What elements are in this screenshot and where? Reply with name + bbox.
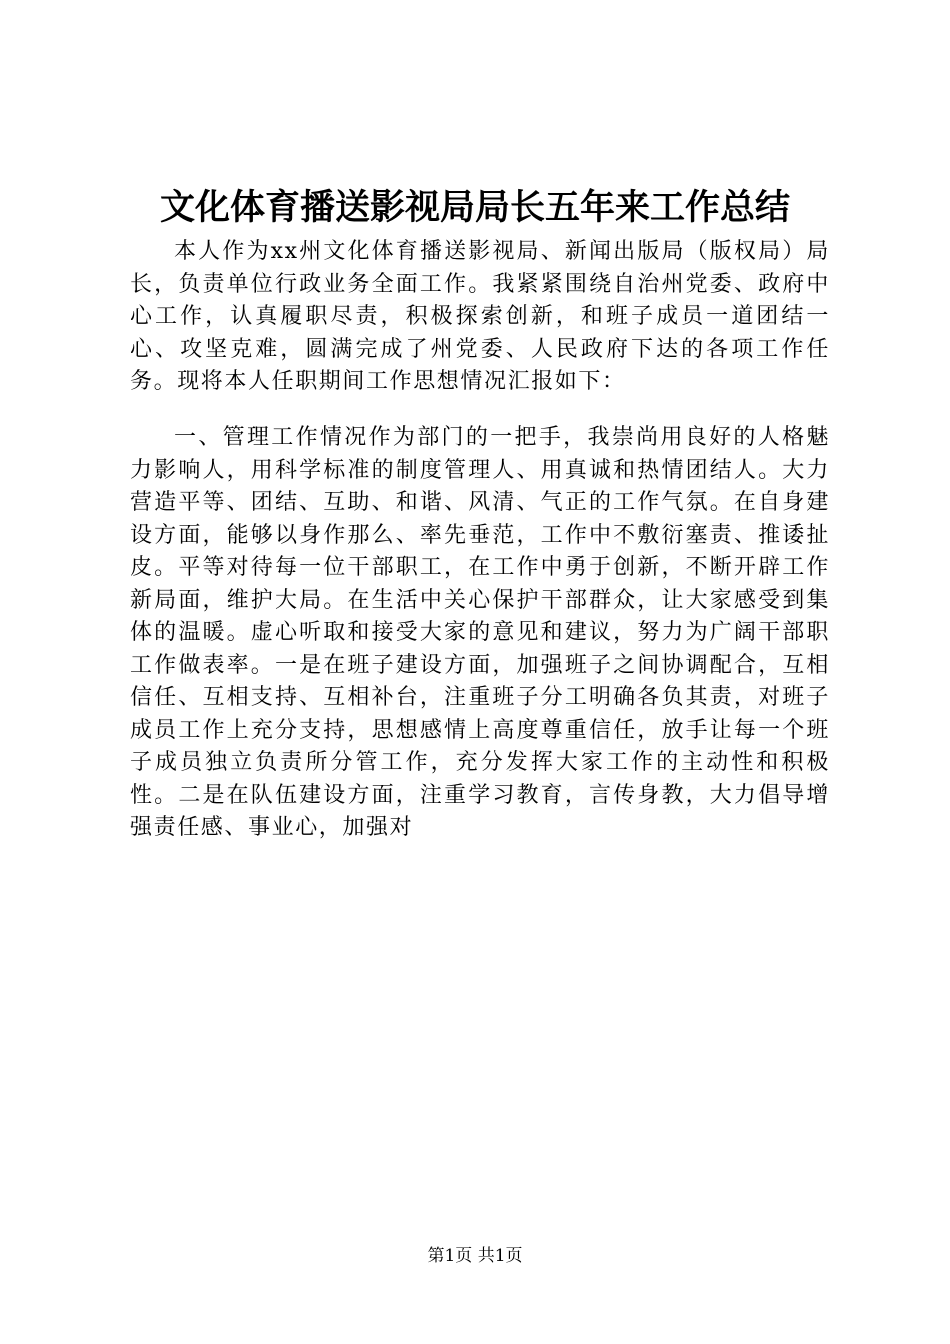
document-title: 文化体育播送影视局局长五年来工作总结 <box>159 187 790 228</box>
page-footer: 第1页 共1页 <box>427 1246 523 1266</box>
intro-paragraph: 本人作为xx州文化体育播送影视局、新闻出版局（版权局）局长，负责单位行政业务全面工作。我紧紧围绕自治州党委、政府中心工作，认真履职尽责，积极探索创新，和班子成员一道团结一心、攻坚克难，圆满完成了州党委、人民政府下达的各项工作任务。现将本人任职期间工作思想情况汇报如下： <box>130 239 830 394</box>
management-paragraph: 一、管理工作情况作为部门的一把手，我崇尚用良好的人格魅力影响人，用科学标准的制度管理人、用真诚和热情团结人。大力营造平等、团结、互助、和谐、风清、气正的工作气氛。在自身建设方面，能够以身作那么、率先垂范，工作中不敷衍塞责、推诿扯皮。平等对待每一位干部职工，在工作中勇于创新，不断开辟工作新局面，维护大局。在生活中关心保护干部群众，让大家感受到集体的温暖。虚心听取和接受大家的意见和建议，努力为广阔干部职工作做表率。一是在班子建设方面，加强班子之间协调配合，互相信任、互相支持、互相补台，注重班子分工明确各负其责，对班子成员工作上充分支持，思想感情上高度尊重信任，放手让每一个班子成员独立负责所分管工作，充分发挥大家工作的主动性和积极性。二是在队伍建设方面，注重学习教育，言传身教，大力倡导增强责任感、事业心，加强对 <box>130 425 830 840</box>
